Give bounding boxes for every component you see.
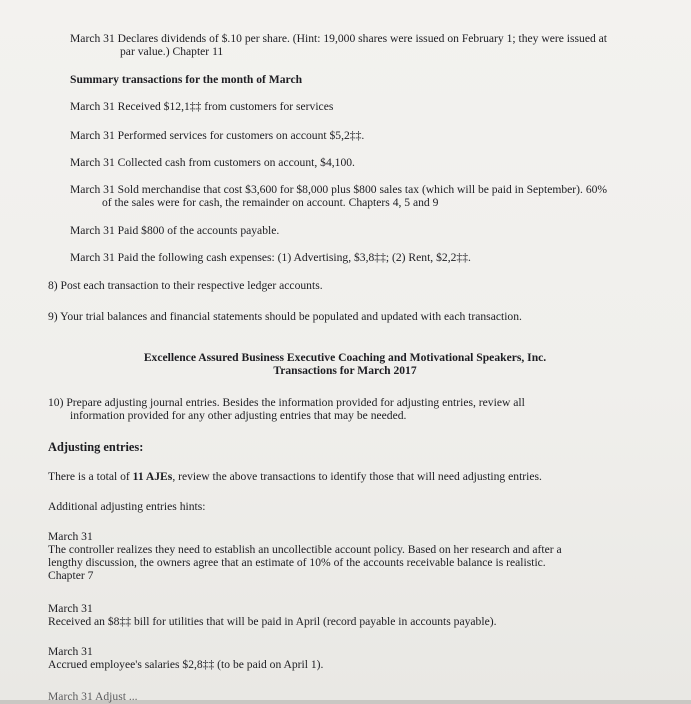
transaction-received-services: March 31 Received $12,1‡‡ from customers for services xyxy=(70,100,334,113)
cutoff-line: March 31 Adjust ... xyxy=(48,690,138,703)
step-10-line-1: 10) Prepare adjusting journal entries. Besides the information provided for adjusting entries, review all xyxy=(48,396,525,409)
hint-1-line-3: Chapter 7 xyxy=(48,569,94,582)
hint-1-date: March 31 xyxy=(48,530,93,543)
transaction-services-on-account: March 31 Performed services for customers on account $5,2‡‡. xyxy=(70,129,365,142)
hint-3-text: Accrued employee's salaries $2,8‡‡ (to be paid on April 1). xyxy=(48,658,324,671)
transaction-paid-expenses: March 31 Paid the following cash expenses: (1) Advertising, $3,8‡‡; (2) Rent, $2,2‡‡. xyxy=(70,251,471,264)
hint-1-line-2: lengthy discussion, the owners agree that an estimate of 10% of the accounts receivable balance is realistic. xyxy=(48,556,546,569)
total-ajes-count: 11 AJEs xyxy=(132,470,173,483)
dividends-line-1: March 31 Declares dividends of $.10 per share. (Hint: 19,000 shares were issued on February 1; they were issued at xyxy=(70,32,608,45)
hint-2-date: March 31 xyxy=(48,602,93,615)
adjusting-heading: Adjusting entries: xyxy=(48,440,144,454)
hints-heading: Additional adjusting entries hints: xyxy=(48,500,206,513)
transaction-paid-payable: March 31 Paid $800 of the accounts payable. xyxy=(70,224,280,237)
company-title: Excellence Assured Business Executive Coaching and Motivational Speakers, Inc. xyxy=(143,351,547,364)
hint-2-text: Received an $8‡‡ bill for utilities that will be paid in April (record payable in accounts payable). xyxy=(48,615,497,628)
summary-heading: Summary transactions for the month of March xyxy=(70,73,303,86)
dividends-line-2: par value.) Chapter 11 xyxy=(120,45,224,58)
merchandise-line-2: of the sales were for cash, the remainder on account. Chapters 4, 5 and 9 xyxy=(102,196,439,209)
transaction-collected-cash: March 31 Collected cash from customers on account, $4,100. xyxy=(70,156,355,169)
step-8: 8) Post each transaction to their respective ledger accounts. xyxy=(48,279,323,292)
hint-1-line-1: The controller realizes they need to establish an uncollectible account policy. Based on her research and after a xyxy=(48,543,562,556)
total-suffix: , review the above transactions to identify those that will need adjusting entries. xyxy=(172,470,542,483)
hint-3-date: March 31 xyxy=(48,645,93,658)
step-10-line-2: information provided for any other adjusting entries that may be needed. xyxy=(70,409,407,422)
company-subtitle: Transactions for March 2017 xyxy=(273,364,417,377)
total-prefix: There is a total of xyxy=(48,470,133,483)
step-9: 9) Your trial balances and financial statements should be populated and updated with each transaction. xyxy=(48,310,522,323)
merchandise-line-1: March 31 Sold merchandise that cost $3,600 for $8,000 plus $800 sales tax (which will be paid in September). 60% xyxy=(70,183,608,196)
total-ajes-line xyxy=(48,470,542,484)
